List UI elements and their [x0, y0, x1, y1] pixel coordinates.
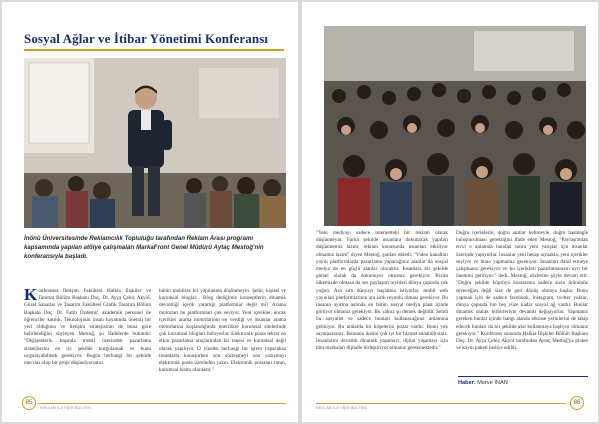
right-footer-text: REKLAM İLETİŞİM BÜLTENİ [316, 406, 368, 410]
left-page [2, 2, 298, 422]
left-footer-line [38, 403, 286, 404]
article-title: Sosyal Ağlar ve İtibar Yönetimi Konferansı [24, 31, 269, 46]
left-column-2 [159, 288, 286, 396]
left-page-number: 85 [22, 396, 36, 410]
title-divider [24, 49, 284, 51]
left-column-2-text: bütün mobilize bir yapılanma düşünmeyin. Şehir, kişisel ve kurumsal bloglar... Blog dediğimiz konseptlerin dinamik devrettiği içerik yarattığı platformlar değil mi? Arama motorları bu platformları çok seviyor. Yeni içerikler, ancak içerikler arama motorlarının en verdiği ve insanlar arama motorlarına koşlandığında önerilikte kurumsal sitelerinde çok kurumsal blogları buluyorlar. Elektronik posta tekrar en etkin pazarlama araçlarından bir tanesi ve kurumsal değil olarak yapılıyor. O yüzden herhangi bir işlem yapacaksa insanlarla konuşurken son sözleşmeyi son yazışmayı elektronik posta üzerinden yazın. Elektronik postaları tutun, kurumsal kısmı olacaktır." [159, 288, 286, 374]
right-column-1-text: "Yeni medyayı sadece internetteki bir reklam olarak düşünmeyin. Farklı şekilde insanlara dokunacak yapıları düşünmemiz lazım; reklam konusunda insanları etkiliyor olmamız lazım" diyen Mestoğ, şunları ekledi: "Video kanalları yayılı platformlarda pazarlama yapacağınız alanlar da sosyal medya da en güçlü alanlar olacaktır. İnsanlara bir şekilde görsel olarak da dokunuyor olmanız gerekiyor. Bizim ülkemizde olmasa da ses paylaşım reyitleri dünya çapında çok yoğun. Ara sıra dünyayı başlatma istiyorlar, mobil web yayınları platformlarının ara sırdı reyonlu olması gerekiyor. Bu insanın ayırma aslında en bütün sosyal medya plast içinde görüyor olmanız gerekiyor. Bu yalnız şu demek değildir, Sendi bu sosyalist ve sadece bunları kullanacağınız anlamına gelmiyor. Bu aralarda bir köşelerini pozar vardır. Bunu yok sayamazsınız. Bununla ikisini çok iyi bir hizmet sunabilirsiniz. İnsanlarım devamlı dinamik yaşamayı, dijital yaşamayı için tüm markaları dijitalle birleştiriyor olmanız gerekmektedir." [316, 230, 448, 352]
audience-photo [324, 26, 586, 226]
right-column-2 [456, 230, 588, 396]
left-footer-text: REKLAM İLETİŞİM BÜLTENİ [40, 406, 92, 410]
photo-caption: İnönü Üniversitesinde Reklamcılık Topluluğu tarafından Reklam Arası programı kapsamında yapılan atölye çalışmaları MarkaFront Genel Müdürü Aytaç Mestoğ'nin konferansıyla başladı. [24, 235, 264, 260]
right-page [302, 2, 598, 422]
left-text-columns [24, 288, 286, 396]
author-divider [458, 376, 588, 377]
drop-cap: K [24, 288, 38, 304]
speaker-photo [24, 58, 286, 228]
right-text-columns [316, 230, 588, 396]
right-column-1 [316, 230, 448, 396]
author-label: Haber: [458, 380, 476, 386]
right-column-2-text: Doğru içeriklerin, doğru anıtlar kelimeyle, doğru hashtagle buluşturulması gerektiğini ifade eden Mestoğ, "Paylaşımdan en'vi o anlamda bundan sonra yeni yarışlar için insanlar üzerinde yapıyorlar. İnsanlar yeni hesap açmakla, yeni içerikler seviyor ve bunu yapmamız gerekiyor. İnsanları dahil etmeye çalışmanız gerekiyor ve bu içerikleri pazarlamanızın ayrı bir önemini getiriyor." dedi. Mestoğ, sözlerine şöyle devam etti: "Doğru şekilde köprüyü kurarsanız sadece sizin ürününüz seveceğim değil size de geri dönüş olmaya başlar. Bunu yapmak için de sadece facebook, instagram, twitter yoktur, dünya çapında bin beş yüze kadar sosyal ağ vardır. Bunlar dinamik olarak birbirleriyle devamlı değişiyorlar. Yapmanız gereken bunlar içinde hangi alanda etkinse yerinlerini de takip edecek bunları da bir şekilde akıl kullanmaya başlıyor olmanız gerekiyor." Konferans sonunda Halkla İlişkiler Bölüm Başkanı Doç. Dr. Ayça Çebiç Akyol tarafından Aytaç Mestoğ'ya plaket ve kaynı paketi hediye edildi. [456, 230, 588, 352]
author-name: Merve İNAN [477, 380, 508, 386]
author-credit [458, 380, 508, 386]
left-column-1-text: onferansa İletişim Fakültesi Halkla İlişkiler ve Tanıtım Bölüm Başkanı Doç. Dr. Ayça Çebiç Akyol, Güzel Sanatlar ve Tasarım Fakültesi Grafik Tasarım Bölüm Başkanı Doç. Dr. Fatih Özdemir, akademik personel ile öğrenciler katıldı. Teknolojinin insan hayatında önemli bir yeri olduğunu ve iletişim stratejisinin de buna göre belirlendiğini söyleyen Mestoğ, şu ifadelerde bulundu: "Değişenlerin başında mobil üzerinden pazarlama stratejilerini en iyi şekilde kurgulamak ve bunu uygulayabilmek gerekiyor. Bugün herhangi bir şekilde mecrası olup bir proje düşünüyorsanız [24, 288, 151, 367]
speaker-photo-illustration [24, 58, 286, 228]
right-footer-line [316, 403, 566, 404]
audience-photo-illustration [324, 26, 586, 226]
left-column-1 [24, 288, 151, 396]
right-page-number: 86 [570, 396, 584, 410]
